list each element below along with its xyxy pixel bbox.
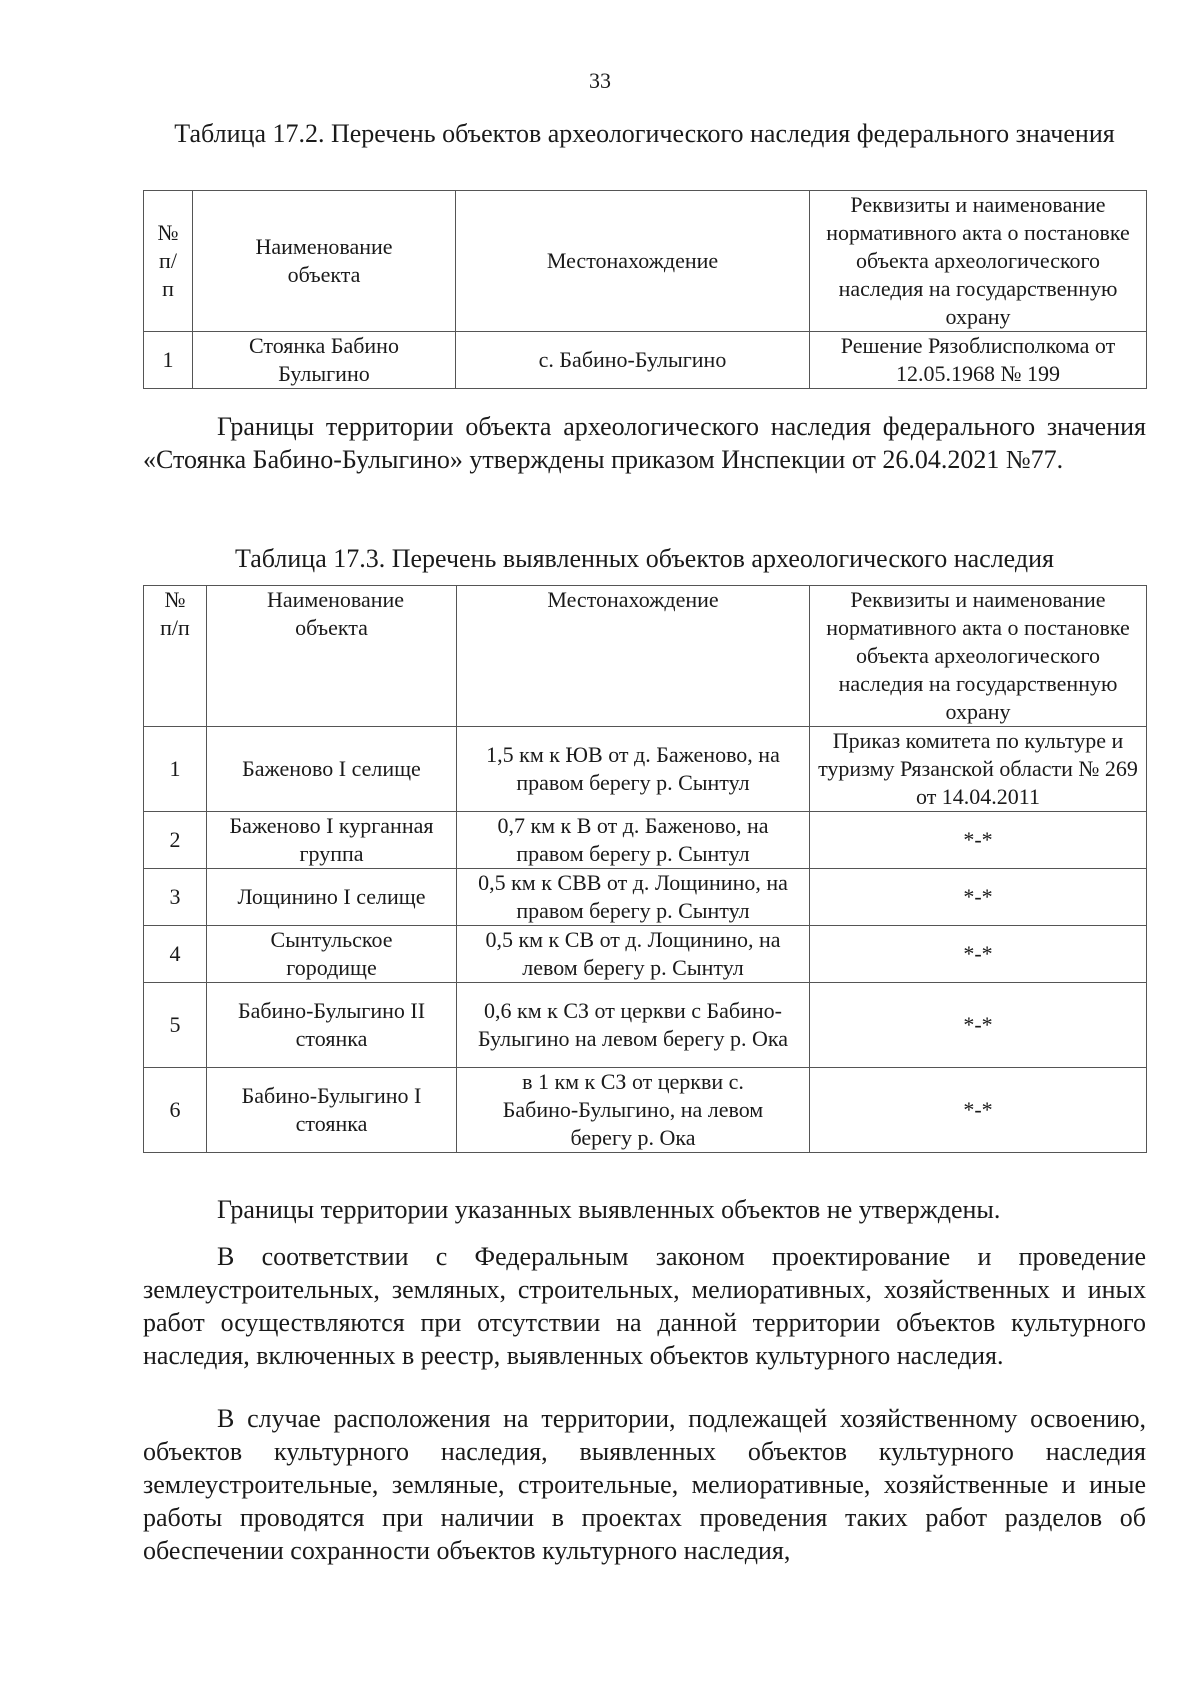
cell-legal-act: Решение Рязоблисполкома от 12.05.1968 № 199 <box>810 332 1147 389</box>
table-row <box>144 727 1147 812</box>
cell-legal-act: Приказ комитета по культуре и туризму Рязанской области № 269 от 14.04.2011 <box>810 727 1147 812</box>
paragraph-2: Границы территории указанных выявленных объектов не утверждены. <box>217 1195 1001 1224</box>
cell-location: 0,5 км к СВВ от д. Лощинино, на правом берегу р. Сынтул <box>457 869 810 926</box>
table-17-2 <box>143 190 1147 389</box>
cell-number: 4 <box>144 926 207 983</box>
cell-legal-act: *-* <box>810 983 1147 1068</box>
cell-number: 1 <box>144 727 207 812</box>
table-row <box>144 983 1147 1068</box>
table-row <box>144 926 1147 983</box>
cell-number: 1 <box>144 332 193 389</box>
header-cell: № п/п <box>144 191 193 332</box>
table-row <box>144 332 1147 389</box>
table-row <box>144 869 1147 926</box>
cell-object-name: Баженово I курганная группа <box>207 812 457 869</box>
header-cell: Местонахождение <box>457 586 810 727</box>
cell-legal-act: *-* <box>810 1068 1147 1153</box>
cell-number: 2 <box>144 812 207 869</box>
table-row <box>144 1068 1147 1153</box>
cell-location: 0,5 км к СВ от д. Лощинино, на левом берегу р. Сынтул <box>457 926 810 983</box>
table-17-3-caption: Таблица 17.3. Перечень выявленных объектов археологического наследия <box>235 544 1054 573</box>
cell-legal-act: *-* <box>810 926 1147 983</box>
cell-object-name: Бабино-Булыгино I стоянка <box>207 1068 457 1153</box>
cell-object-name: Бабино-Булыгино II стоянка <box>207 983 457 1068</box>
table-17-3 <box>143 585 1147 1153</box>
cell-number: 3 <box>144 869 207 926</box>
cell-legal-act: *-* <box>810 869 1147 926</box>
header-cell: Наименование объекта <box>207 586 457 727</box>
cell-object-name: Баженово I селище <box>207 727 457 812</box>
table-row <box>144 812 1147 869</box>
header-cell: Местонахождение <box>456 191 810 332</box>
table-17-2-caption: Таблица 17.2. Перечень объектов археологического наследия федерального значения <box>174 119 1115 148</box>
cell-number: 6 <box>144 1068 207 1153</box>
cell-number: 5 <box>144 983 207 1068</box>
header-cell: Реквизиты и наименование нормативного акта о постановке объекта археологического наследия на государственную охрану <box>810 191 1147 332</box>
header-cell: Реквизиты и наименование нормативного акта о постановке объекта археологического наследия на государственную охрану <box>810 586 1147 727</box>
cell-location: с. Бабино-Булыгино <box>456 332 810 389</box>
cell-location: 0,7 км к В от д. Баженово, на правом берегу р. Сынтул <box>457 812 810 869</box>
header-cell: № п/п <box>144 586 207 727</box>
cell-location: 0,6 км к СЗ от церкви с Бабино-Булыгино на левом берегу р. Ока <box>457 983 810 1068</box>
cell-object-name: Стоянка Бабино Булыгино <box>193 332 456 389</box>
cell-location: 1,5 км к ЮВ от д. Баженово, на правом берегу р. Сынтул <box>457 727 810 812</box>
cell-location: в 1 км к СЗ от церкви с. Бабино-Булыгино, на левом берегу р. Ока <box>457 1068 810 1153</box>
paragraph-4: В случае расположения на территории, подлежащей хозяйственному освоению, объектов культурного наследия, выявленных объектов культурного наследия землеустроительные, земляные, строительные, мелиоративные, хозяйственные и иные работы проводятся при наличии в проектах проведения таких работ разделов об обеспечении сохранности объектов культурного наследия, <box>143 1404 1146 1565</box>
cell-object-name: Сынтульское городище <box>207 926 457 983</box>
cell-object-name: Лощинино I селище <box>207 869 457 926</box>
cell-legal-act: *-* <box>810 812 1147 869</box>
page-number: 33 <box>589 68 611 93</box>
paragraph-3: В соответствии с Федеральным законом проектирование и проведение землеустроительных, земляных, строительных, мелиоративных, хозяйственных и иных работ осуществляются при отсутствии на данной территории объектов культурного наследия, включенных в реестр, выявленных объектов культурного наследия. <box>143 1242 1146 1370</box>
paragraph-1: Границы территории объекта археологического наследия федерального значения «Стоянка Бабино-Булыгино» утверждены приказом Инспекции от 26.04.2021 №77. <box>143 412 1146 474</box>
header-cell: Наименование объекта <box>193 191 456 332</box>
